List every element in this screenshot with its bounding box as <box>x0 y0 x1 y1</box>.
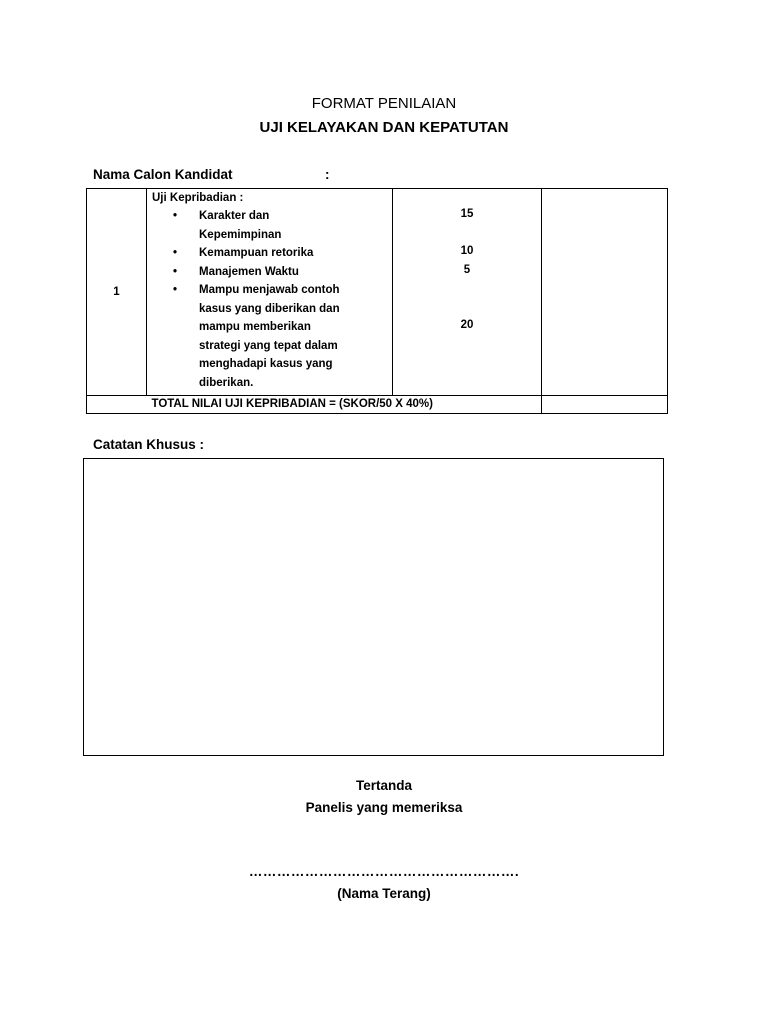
aspect-cell <box>147 189 393 396</box>
list-item <box>152 244 392 263</box>
notes-box[interactable] <box>83 458 664 756</box>
score-cell <box>393 189 542 396</box>
signature-line: …………………………………………………. <box>248 864 520 879</box>
item-text: Mampu menjawab contoh <box>199 284 340 296</box>
candidate-name-colon: : <box>325 167 330 182</box>
item-text: mampu memberikan <box>199 321 311 333</box>
bullet-icon: • <box>173 265 178 278</box>
aspect-heading: Uji Kepribadian : <box>152 192 244 204</box>
item-text: diberikan. <box>199 376 254 389</box>
total-label-cell <box>147 396 542 414</box>
bullet-icon: • <box>173 247 178 259</box>
signature-role: Panelis yang memeriksa <box>305 800 463 815</box>
table-row-total <box>87 396 668 414</box>
note-cell[interactable] <box>542 189 668 396</box>
item-text: Kemampuan retorika <box>199 247 314 259</box>
total-value-cell[interactable] <box>542 396 668 414</box>
list-item <box>152 281 392 392</box>
item-text: menghadapi kasus yang <box>199 358 333 370</box>
assessment-table <box>86 188 668 414</box>
candidate-name-label: Nama Calon Kandidat <box>93 167 233 182</box>
notes-label: Catatan Khusus : <box>93 437 205 452</box>
score-value: 5 <box>463 264 471 276</box>
table-row <box>87 189 668 396</box>
document-subtitle: UJI KELAYAKAN DAN KEPATUTAN <box>259 119 509 136</box>
signature-label: Tertanda <box>355 778 412 793</box>
item-text: Kepemimpinan <box>199 228 282 241</box>
row-number: 1 <box>87 189 147 396</box>
list-item <box>152 207 392 244</box>
list-item <box>152 263 392 282</box>
aspect-list <box>152 207 392 392</box>
item-text: Karakter dan <box>199 210 270 222</box>
score-value: 15 <box>460 208 474 220</box>
bullet-icon: • <box>173 210 178 222</box>
score-value: 20 <box>460 319 474 331</box>
item-text: strategi yang tepat dalam <box>199 339 338 352</box>
total-blank <box>87 396 147 414</box>
item-text: Manajemen Waktu <box>199 265 299 278</box>
item-text: kasus yang diberikan dan <box>199 302 340 315</box>
document-title: FORMAT PENILAIAN <box>311 95 457 112</box>
total-label: TOTAL NILAI UJI KEPRIBADIAN = (SKOR/50 X 40%) <box>151 398 433 410</box>
signature-name: (Nama Terang) <box>337 886 431 901</box>
bullet-icon: • <box>173 284 178 296</box>
score-value: 10 <box>460 245 474 257</box>
